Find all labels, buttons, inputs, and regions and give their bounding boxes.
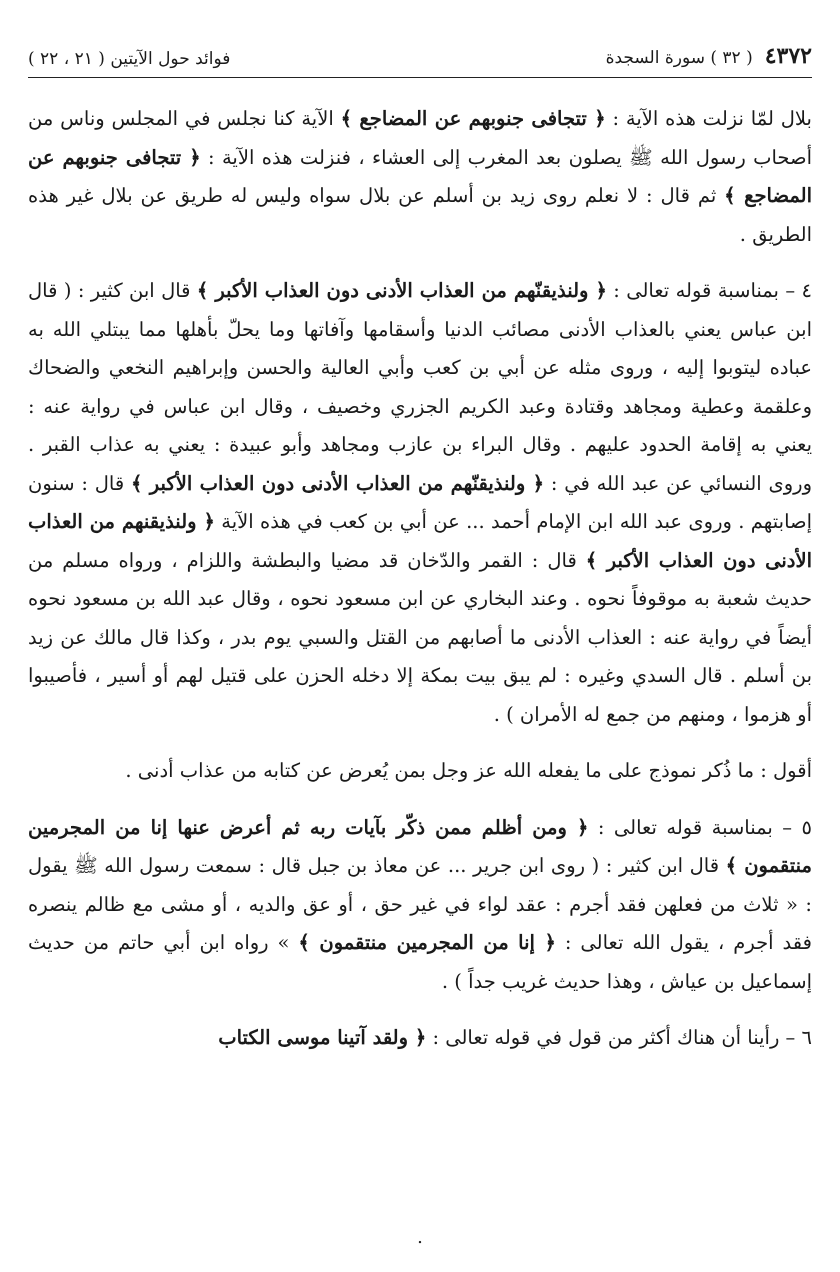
paragraph-p2 bbox=[28, 272, 812, 734]
paragraph-p1 bbox=[28, 100, 812, 254]
text-segment: قال ابن كثير : ( روى ابن جرير ... عن معاذ بن جبل قال : سمعت رسول الله ﷺ يقول : « ثلاث من فعلهن فقد أجرم : عقد لواء في غير حق ، أو عق والديه ، أو مشى مع ظالم ينصره فقد أجرم ، يقول الله تعالى : bbox=[28, 854, 812, 954]
header-right bbox=[606, 43, 812, 69]
quran-verse: ﴿ تتجافى جنوبهم عن المضاجع ﴾ bbox=[340, 107, 606, 130]
paragraph-p3 bbox=[28, 752, 812, 791]
surah-title: ( ٣٢ ) سورة السجدة bbox=[605, 48, 753, 68]
quran-verse: ﴿ إنا من المجرمين منتقمون ﴾ bbox=[298, 931, 556, 954]
page-end-mark: . bbox=[417, 1227, 423, 1248]
quran-verse: ﴿ ولقد آتينا موسى الكتاب bbox=[218, 1026, 427, 1049]
quran-verse: ﴿ تتجافى جنوبهم عن المضاجع ﴾ bbox=[28, 145, 812, 207]
text-segment: ثم قال : لا نعلم روى زيد بن أسلم عن بلال سواه وليس له طريق عن بلال غير هذه الطريق . bbox=[28, 184, 812, 246]
paragraph-p4 bbox=[28, 809, 812, 1002]
text-segment: بلال لمّا نزلت هذه الآية : bbox=[605, 107, 812, 130]
document-page bbox=[28, 30, 812, 1250]
text-segment: ٦ – رأينا أن هناك أكثر من قول في قوله تعالى : bbox=[426, 1026, 812, 1049]
body-text bbox=[28, 100, 812, 1058]
text-segment: ٤ – بمناسبة قوله تعالى : bbox=[606, 279, 812, 302]
section-topic: فوائد حول الآيتين ( ٢١ ، ٢٢ ) bbox=[28, 49, 231, 69]
text-segment: قال ابن كثير : ( قال ابن عباس يعني بالعذاب الأدنى مصائب الدنيا وأسقامها وآفاتها وما يحلّ بأهلها مما يبتلي الله به عباده ليتوبوا إليه ، وروى مثله عن أبي بن كعب وأبي العالية والحسن وإبراهيم النخعي والضحاك وعلقمة وعطية ومجاهد وقتادة وعبد الكريم الجزري وخصيف ، وقال ابن عباس في رواية عنه : يعني به إقامة الحدود عليهم . وقال البراء بن عازب ومجاهد وأبو عبيدة : يعني به عذاب القبر . وروى النسائي عن عبد الله في : bbox=[28, 279, 813, 495]
page-header bbox=[28, 30, 812, 78]
text-segment: » رواه ابن أبي حاتم من حديث إسماعيل بن عياش ، وهذا حديث غريب جداً ) . bbox=[28, 931, 812, 993]
text-segment: ٥ – بمناسبة قوله تعالى : bbox=[588, 815, 813, 839]
quran-verse: ﴿ ولنذيقنهم من العذاب الأدنى دون العذاب الأكبر ﴾ bbox=[28, 510, 812, 572]
quran-verse: ﴿ ومن أظلم ممن ذكّر بآيات ربه ثم أعرض عنها إنا من المجرمين منتقمون ﴾ bbox=[28, 815, 812, 877]
quran-verse: ﴿ ولنذيقنّهم من العذاب الأدنى دون العذاب الأكبر ﴾ bbox=[196, 279, 607, 302]
text-segment: أقول : ما ذُكر نموذج على ما يفعله الله عز وجل بمن يُعرض عن كتابه من عذاب أدنى . bbox=[125, 759, 812, 782]
paragraph-p5 bbox=[28, 1019, 812, 1058]
page-number: ٤٣٧٢ bbox=[764, 43, 812, 69]
text-segment: قال : سنون إصابتهم . وروى عبد الله ابن الإمام أحمد ... عن أبي بن كعب في هذه الآية bbox=[28, 471, 812, 533]
text-segment: الآية كنا نجلس في المجلس وناس من أصحاب رسول الله ﷺ يصلون بعد المغرب إلى العشاء ، فنزلت هذه الآية : bbox=[28, 107, 812, 169]
quran-verse: ﴿ ولنذيقنّهم من العذاب الأدنى دون العذاب الأكبر ﴾ bbox=[130, 471, 545, 495]
text-segment: قال : القمر والدّخان قد مضيا والبطشة واللزام ، ورواه مسلم من حديث شعبة به موقوفاً نحوه . وعند البخاري عن ابن مسعود نحوه ، وقال عبد الله بن مسعود نحوه أيضاً في رواية عنه : العذاب الأدنى ما أصابهم من القتل والسبي يوم بدر ، وكذا قال مالك عن زيد بن أسلم . قال السدي وغيره : لم يبق بيت بمكة إلا دخله الحزن على قتيل لهم أو أسير ، فأصيبوا أو هزموا ، ومنهم من جمع له الأمران ) . bbox=[28, 548, 812, 726]
